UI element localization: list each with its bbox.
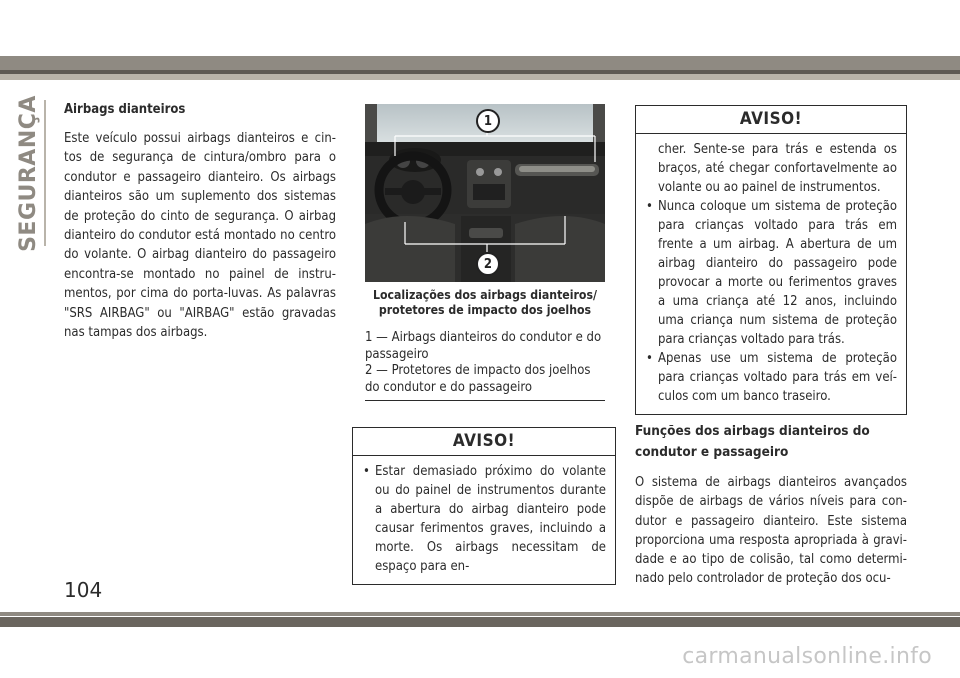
page-number: 104 (64, 578, 103, 602)
header-band (0, 56, 960, 70)
front-airbags-paragraph: Este veículo possui airbags dianteiros e cin-tos de segurança de cintura/ombro para o condutor e passageiro dianteiro. Os airbags dianteiros são um suplemento dos sistemas de proteção do cinto de segurança. O airbag dianteiro do condutor está montado no centro do volante. O airbag dianteiro do passageiro encontra-se montado no painel de instru-mentos, por cima do porta-luvas. As palavras "SRS AIRBAG" ou "AIRBAG" estão gravadas nas tampas dos airbags. (64, 131, 336, 341)
figure-column (365, 104, 605, 401)
footer-band-thin (0, 612, 960, 616)
callout-1-label: 1 (483, 113, 493, 129)
footer-band (0, 617, 960, 627)
callout-1-marker (476, 109, 500, 133)
warning-bullet-3: • Apenas use um sistema de proteção para crianças voltado para trás em veí-culos com um banco traseiro. (646, 349, 897, 406)
front-airbags-heading: Airbags dianteiros (64, 102, 186, 117)
legend-item-1: 1 — Airbags dianteiros do condutor e do passageiro (365, 330, 602, 362)
watermark: carmanualsonline.info (682, 644, 932, 669)
warning-box-left (352, 427, 616, 585)
callout-2-label: 2 (483, 256, 493, 272)
airbag-functions-heading: Funções dos airbags dianteiros do condutor e passageiro (635, 423, 870, 460)
top-margin (0, 0, 960, 56)
column-left (64, 102, 336, 342)
header-band-light (0, 74, 960, 80)
warning-title-left: AVISO! (353, 428, 615, 456)
figure-caption-line2: protetores de impacto dos joelhos (378, 303, 592, 317)
warning-body-left (353, 456, 615, 584)
legend-item-2: 2 — Protetores de impacto dos joelhos do condutor e do passageiro (365, 363, 591, 395)
section-label: SEGURANÇA (15, 94, 41, 252)
warning-box-right (635, 105, 907, 415)
dashboard-photo (365, 104, 605, 282)
figure-caption-line1: Localizações dos airbags dianteiros/ (373, 288, 597, 302)
section-tab-rule (44, 100, 46, 246)
warning-bullet-1: • Estar demasiado próximo do volante ou do painel de instrumentos durante a abertura do airbag dianteiro pode causar ferimentos graves, incluindo a morte. Os airbags necessitam de espaço para en- (363, 462, 606, 576)
airbag-functions-paragraph: O sistema de airbags dianteiros avançados dispõe de airbags de vários níveis para con-dutor e passageiro dianteiro. Este sistema proporciona uma resposta apropriada à gravi-dade e ao tipo de colisão, tal como determi-nado pelo controlador de proteção dos ocu- (635, 475, 907, 587)
warning-bullet-2: • Nunca coloque um sistema de proteção para crianças voltado para trás em frente a um airbag. A abertura de um airbag dianteiro do passageiro pode provocar a morte ou ferimentos graves a uma criança até 12 anos, incluindo uma criança num sistema de proteção para crianças voltado para trás. (646, 197, 897, 349)
figure-legend (365, 330, 605, 396)
callout-2-marker (476, 252, 500, 276)
warning-title-right: AVISO! (636, 106, 906, 134)
warning-body-right (636, 134, 906, 414)
warning-continued-text: cher. Sente-se para trás e estenda os braços, até chegar confortavelmente ao volante ou ao painel de instrumentos. (658, 142, 897, 195)
figure-caption (365, 288, 605, 318)
legend-rule (365, 400, 605, 401)
section-tab (8, 94, 48, 252)
column-right (635, 105, 907, 589)
